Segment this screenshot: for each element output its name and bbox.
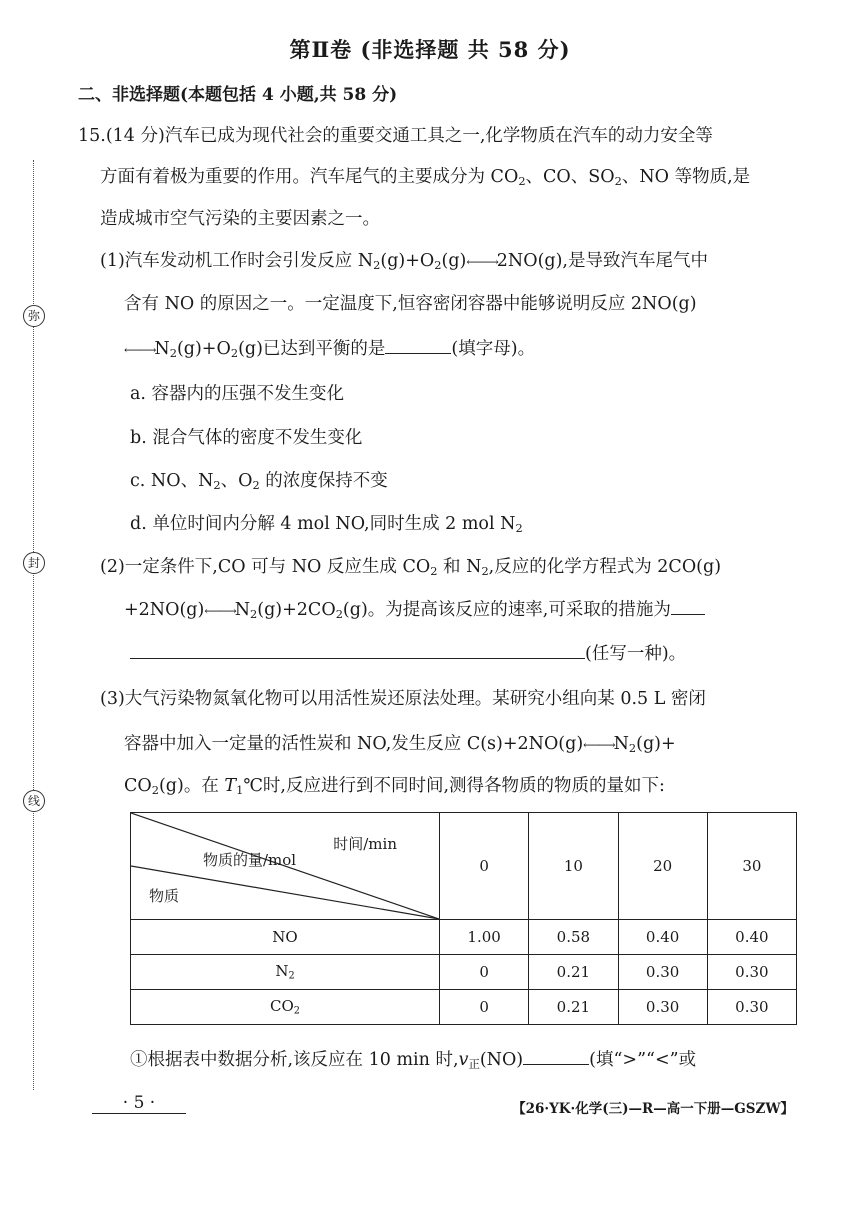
row-label-no: NO: [131, 920, 440, 955]
subquestion-1-line: ①根据表中数据分析,该反应在 10 min 时$,v_正(NO)$ (填“>”“<”或: [130, 1046, 696, 1072]
data-table: [130, 812, 797, 1025]
part2-line3: (任写一种)。: [130, 640, 686, 665]
equilibrium-arrow: ⟵⟶: [583, 737, 614, 752]
answer-blank-2b[interactable]: [130, 641, 585, 660]
table-cell: 0.40: [707, 920, 796, 955]
part2-line2: $+2NO(g)⟵⟶N_2(g)+2CO_2(g)$。为提高该反应的速率,可采取的措施为: [124, 596, 705, 621]
part3-line1: (3)大气污染物氮氧化物可以用活性炭还原法处理。某研究小组向某 0.5 L 密闭: [100, 689, 706, 709]
table-cell: 0: [440, 955, 529, 990]
equilibrium-arrow: ⟵⟶: [124, 342, 155, 357]
paper-code: 【26·YK·化学(三)—R—高一下册—GSZW】: [512, 1101, 794, 1117]
table-cell: 0.30: [618, 955, 707, 990]
row-label-co2: $CO_2$: [131, 990, 440, 1025]
header-time-label: 时间/min: [333, 835, 397, 853]
header-time-30: 30: [707, 813, 796, 920]
option-c: c. NO、$N_2$、$O_2$ 的浓度保持不变: [130, 471, 388, 492]
table-cell: 0.30: [707, 990, 796, 1025]
binding-dotted-line: [33, 160, 34, 1090]
table-cell: 0.40: [618, 920, 707, 955]
table-cell: 0.58: [529, 920, 618, 955]
table-cell: 0.21: [529, 990, 618, 1025]
q15-stem-line1: 15.(14 分)汽车已成为现代社会的重要交通工具之一,化学物质在汽车的动力安全等: [78, 126, 713, 146]
table-cell: 0.30: [707, 955, 796, 990]
table-row: [131, 990, 797, 1025]
table-cell: 0.30: [618, 990, 707, 1025]
equilibrium-arrow: ⟵⟶: [466, 254, 497, 269]
row-label-n2: $N_2$: [131, 955, 440, 990]
page-number: · 5 ·: [92, 1093, 186, 1114]
header-time-20: 20: [618, 813, 707, 920]
seal-mark-xian: 线: [23, 790, 45, 812]
table-row: [131, 955, 797, 990]
header-time-10: 10: [529, 813, 618, 920]
part1-line2: 含有 NO 的原因之一。一定温度下,恒容密闭容器中能够说明反应 2NO(g): [124, 294, 697, 314]
part1-line3: $⟵⟶N_2(g)+O_2(g)$已达到平衡的是 (填字母)。: [124, 335, 535, 360]
table-cell: 1.00: [440, 920, 529, 955]
section-heading: 二、非选择题(本题包括 4 小题,共 58 分): [78, 85, 398, 105]
option-a: a. 容器内的压强不发生变化: [130, 384, 345, 404]
header-time-0: 0: [440, 813, 529, 920]
answer-blank-3[interactable]: [523, 1047, 589, 1066]
option-b: b. 混合气体的密度不发生变化: [130, 428, 363, 448]
part1-line1: (1)汽车发动机工作时会引发反应 $N_2(g)+O_2(g)⟵⟶2NO(g)$,是导致汽车尾气中: [100, 251, 708, 272]
answer-blank-2a[interactable]: [671, 597, 705, 616]
seal-mark-feng: 封: [23, 552, 45, 574]
option-d: d. 单位时间内分解 4 mol NO,同时生成 2 mol $N_2$: [130, 514, 523, 535]
paper-title: 第Ⅱ卷 (非选择题 共 58 分): [289, 37, 571, 62]
seal-mark-mi: 弥: [23, 305, 45, 327]
header-substance-label: 物质: [149, 887, 180, 905]
table-row: [131, 920, 797, 955]
part3-line3: $CO_2(g)$。在 $T_1℃$时,反应进行到不同时间,测得各物质的物质的量如下:: [124, 776, 665, 797]
part2-line1: (2)一定条件下,CO 可与 NO 反应生成 $CO_2$ 和 $N_2$,反应的化学方程式为 2CO(g): [100, 557, 722, 578]
q15-stem-line3: 造成城市空气污染的主要因素之一。: [100, 209, 380, 229]
equilibrium-arrow: ⟵⟶: [204, 603, 235, 618]
table-cell: 0: [440, 990, 529, 1025]
answer-blank-1[interactable]: [385, 336, 451, 355]
table-header-corner: [131, 813, 440, 920]
q15-stem-line2: 方面有着极为重要的作用。汽车尾气的主要成分为 $CO_2$、CO、$SO_2$、NO 等物质,是: [100, 167, 751, 188]
table-cell: 0.21: [529, 955, 618, 990]
header-amount-label: 物质的量/mol: [203, 851, 297, 869]
part3-line2: 容器中加入一定量的活性炭和 NO,发生反应 $C(s)+2NO(g)⟵⟶N_2(g)+$: [124, 734, 676, 755]
